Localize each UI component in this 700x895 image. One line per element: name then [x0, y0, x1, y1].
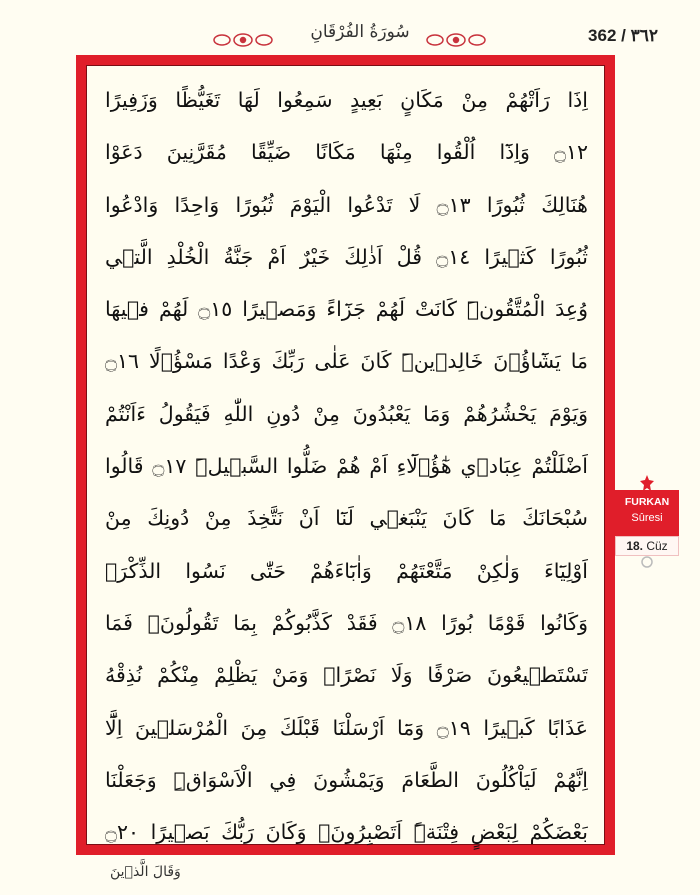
surah-title: سُورَةُ الفُرْقَانِ	[310, 22, 410, 42]
text-line: وُعِدَ الْمُتَّقُونَۜ كَانَتْ لَهُمْ جَزَٓاءً وَمَص۪يرًا ۝١٥ لَهُمْ ف۪يهَا	[105, 297, 588, 322]
text-line: اِذَا رَاَتْهُمْ مِنْ مَكَانٍ بَعِيدٍ سَمِعُوا لَهَا تَغَيُّظًا وَزَفِيرًا	[105, 88, 588, 112]
page-frame	[76, 55, 615, 855]
right-ornament-icon	[425, 30, 487, 50]
text-line: سُبْحَانَكَ مَا كَانَ يَنْبَغ۪ي لَنَٓا اَنْ نَتَّخِذَ مِنْ دُونِكَ مِنْ	[105, 506, 588, 531]
text-line: وَكَانُوا قَوْمًا بُورًا ۝١٨ فَقَدْ كَذَّبُوكُمْ بِمَا تَقُولُونَۙ فَمَا	[105, 610, 588, 635]
text-line: اَضْلَلْتُمْ عِبَاد۪ي هٰٓؤُ۬لَٓاءِ اَمْ هُمْ ضَلُّوا السَّب۪يلَۜ ۝١٧ قَالُوا	[105, 454, 588, 479]
text-line: ۝١٢ وَاِذَٓا اُلْقُوا مِنْهَا مَكَانًا ضَيِّقًا مُقَرَّنِينَ دَعَوْا	[105, 140, 588, 165]
tab-bottom-ornament-icon	[640, 556, 654, 568]
text-line: مَا يَشَٓاؤُ۫نَ خَالِد۪ينَۜ كَانَ عَلٰى رَبِّكَ وَعْدًا مَسْؤُ۫لًا ۝١٦	[105, 349, 588, 374]
juz-label	[615, 536, 679, 556]
catchword: وَقَالَ الَّذ۪ينَ	[110, 864, 181, 880]
text-line: تَسْتَط۪يعُونَ صَرْفًا وَلَا نَصْرًاۚ وَمَنْ يَظْلِمْ مِنْكُمْ نُذِقْهُ	[105, 663, 588, 688]
left-ornament-icon	[212, 30, 274, 50]
text-panel	[86, 65, 605, 845]
juz-number: 18.	[626, 539, 643, 553]
text-line: هُنَالِكَ ثُبُورًا ۝١٣ لَا تَدْعُوا الْيَوْمَ ثُبُورًا وَاحِدًا وَادْعُوا	[105, 192, 588, 217]
text-line: بَعْضَكُمْ لِبَعْضٍ فِتْنَةًۜ اَتَصْبِرُونَۚ وَكَانَ رَبُّكَ بَص۪يرًا ۝٢٠	[105, 820, 588, 845]
surah-tab-title: FURKAN	[624, 496, 670, 508]
surah-tab-subtitle: Sûresi	[631, 512, 663, 524]
juz-text: Cüz	[646, 539, 668, 553]
text-line: اِنَّهُمْ لَيَاْكُلُونَ الطَّعَامَ وَيَمْشُونَ فِي الْاَسْوَاقِۜ وَجَعَلْنَا	[105, 767, 588, 792]
page-number: 362 / ٣٦٢	[588, 26, 658, 45]
text-line: ثُبُورًا كَث۪يرًا ۝١٤ قُلْ اَذٰلِكَ خَيْرٌ اَمْ جَنَّةُ الْخُلْدِ الَّت۪ي	[105, 244, 588, 269]
text-line: اَوْلِيَٓاءَ وَلٰكِنْ مَتَّعْتَهُمْ وَاٰبَٓاءَهُمْ حَتّٰى نَسُوا الذِّكْرَۚ	[105, 558, 588, 583]
surah-tab[interactable]	[615, 490, 679, 536]
page-header	[0, 0, 700, 58]
quran-text	[105, 74, 588, 858]
text-line: وَيَوْمَ يَحْشُرُهُمْ وَمَا يَعْبُدُونَ مِنْ دُونِ اللّٰهِ فَيَقُولُ ءَاَنْتُمْ	[105, 401, 588, 426]
tab-ornament-icon	[640, 475, 654, 491]
text-line: عَذَابًا كَب۪يرًا ۝١٩ وَمَٓا اَرْسَلْنَا قَبْلَكَ مِنَ الْمُرْسَل۪ينَ اِلَّٓا	[105, 715, 588, 740]
